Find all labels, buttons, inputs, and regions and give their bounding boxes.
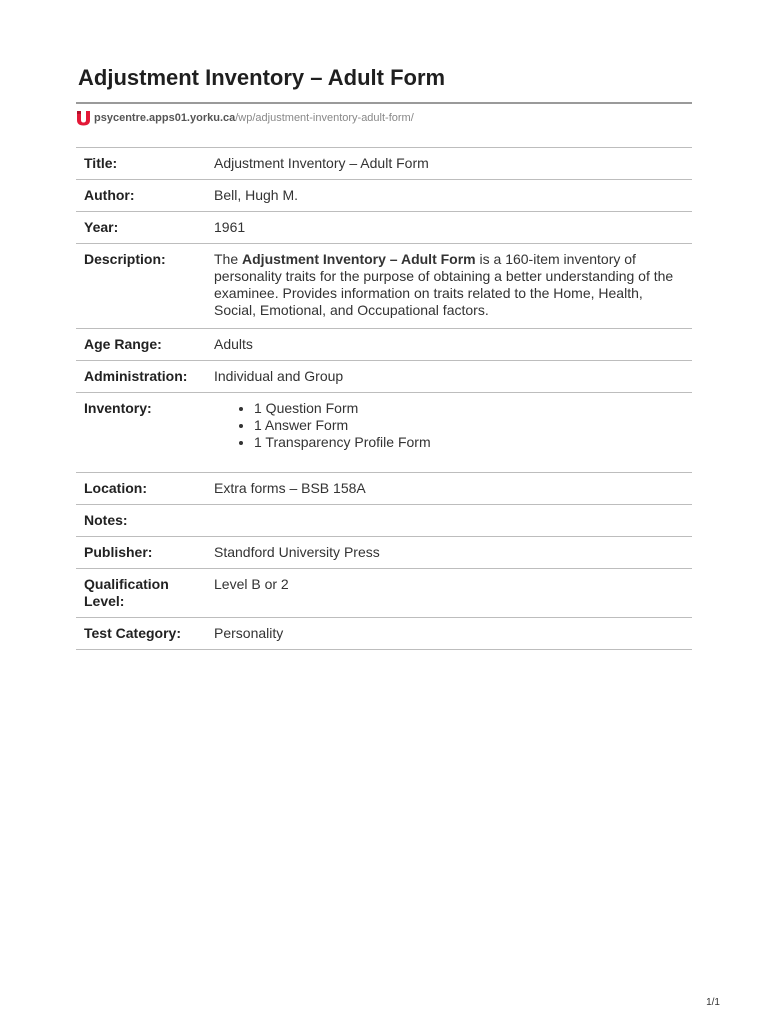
description-value (206, 244, 692, 329)
list-item: • 1 Question Form (254, 400, 684, 417)
row-value: Individual and Group (206, 361, 692, 393)
row-value: Personality (206, 618, 692, 650)
table-row-location (76, 473, 692, 505)
row-value: Adjustment Inventory – Adult Form (206, 148, 692, 180)
row-value: Level B or 2 (206, 569, 692, 618)
page-title: Adjustment Inventory – Adult Form (76, 62, 692, 104)
row-value: 1961 (206, 212, 692, 244)
row-label: Notes: (76, 505, 206, 537)
york-u-logo-icon (76, 110, 91, 126)
row-value: Standford University Press (206, 537, 692, 569)
table-row-notes (76, 505, 692, 537)
table-row-publisher (76, 537, 692, 569)
table-row-title (76, 148, 692, 180)
row-label: Title: (76, 148, 206, 180)
row-label: Location: (76, 473, 206, 505)
row-value: Bell, Hugh M. (206, 180, 692, 212)
row-label: Qualification Level: (76, 569, 206, 618)
source-domain[interactable]: psycentre.apps01.yorku.ca (94, 112, 236, 124)
list-item: • 1 Transparency Profile Form (254, 434, 684, 451)
table-row-year (76, 212, 692, 244)
description-suffix: is a 160-item inventory of personality traits for the purpose of obtaining a better understanding of the examinee. Provides information on traits related to the Home, Health, Social, Emotional, and Occupational factors. (214, 251, 674, 318)
row-label: Inventory: (76, 393, 206, 473)
inventory-list (214, 400, 684, 451)
row-value: Extra forms – BSB 158A (206, 473, 692, 505)
row-label: Test Category: (76, 618, 206, 650)
row-label: Description: (76, 244, 206, 329)
table-row-age-range (76, 329, 692, 361)
page-number: 1/1 (706, 997, 720, 1008)
document-page (76, 62, 692, 650)
table-row-inventory (76, 393, 692, 473)
table-row-test-category (76, 618, 692, 650)
row-value (206, 505, 692, 537)
inventory-value (206, 393, 692, 473)
row-value: Adults (206, 329, 692, 361)
description-prefix: The (214, 251, 243, 267)
notes-value (214, 512, 684, 529)
row-label: Administration: (76, 361, 206, 393)
row-label: Author: (76, 180, 206, 212)
table-row-author (76, 180, 692, 212)
metadata-table (76, 147, 692, 650)
description-bold-title: Adjustment Inventory – Adult Form (242, 251, 476, 267)
table-row-description (76, 244, 692, 329)
table-row-qualification (76, 569, 692, 618)
row-label: Publisher: (76, 537, 206, 569)
list-item: • 1 Answer Form (254, 417, 684, 434)
table-row-administration (76, 361, 692, 393)
row-label: Year: (76, 212, 206, 244)
row-label: Age Range: (76, 329, 206, 361)
source-path[interactable]: /wp/adjustment-inventory-adult-form/ (235, 112, 414, 124)
source-url[interactable] (76, 109, 692, 127)
